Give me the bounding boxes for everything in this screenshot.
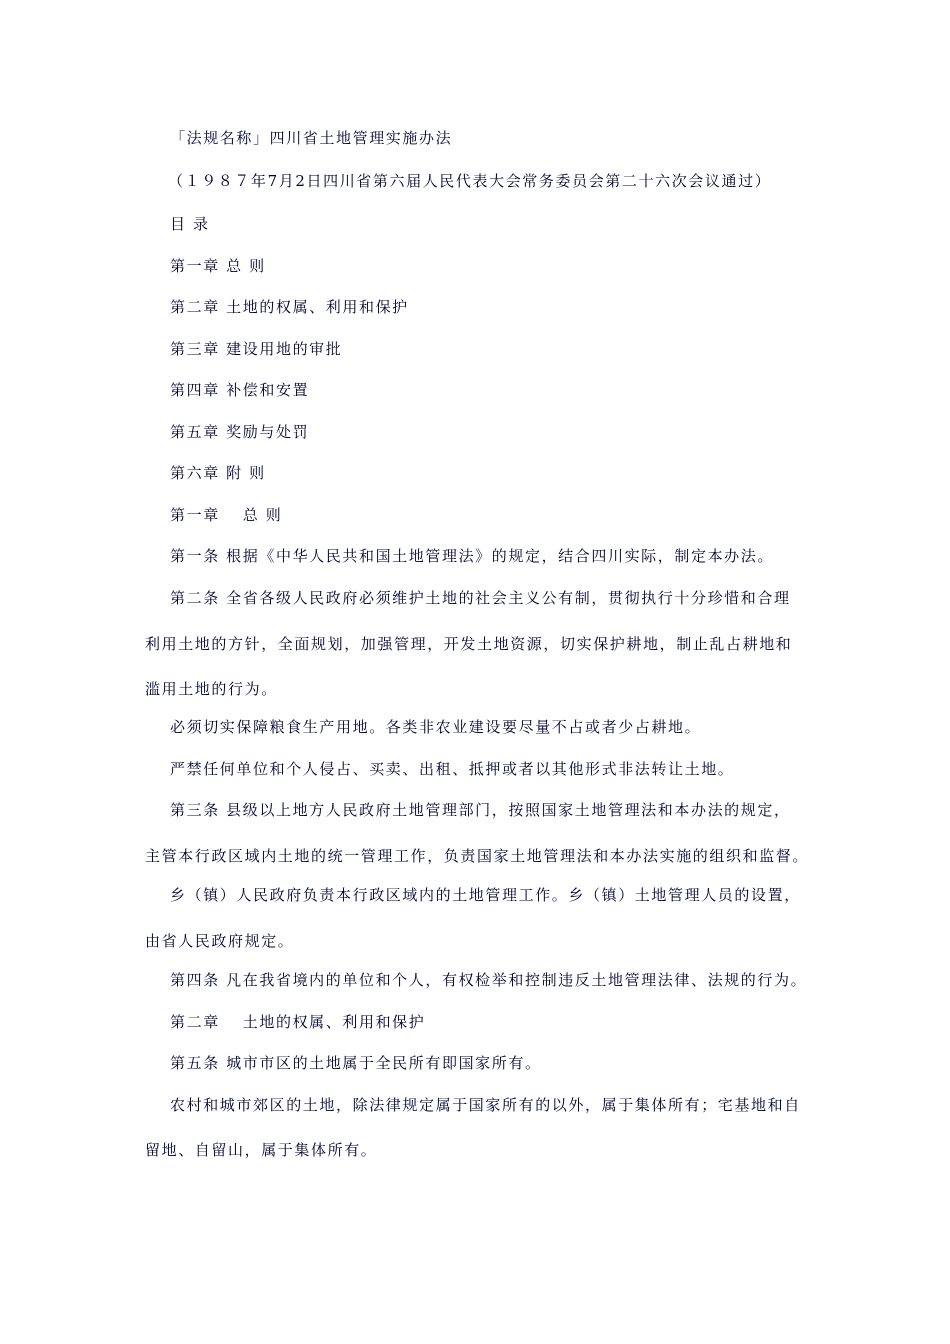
article-text: 第四条 凡在我省境内的单位和个人，有权检举和控制违反土地管理法律、法规的行为。 <box>170 971 808 989</box>
chapter-heading: 第二章 土地的权属、利用和保护 <box>170 1013 426 1031</box>
toc-item: 第三章 建设用地的审批 <box>170 340 343 358</box>
toc-item: 第六章 附 则 <box>170 464 266 482</box>
adoption-note: （１９８７年7月2日四川省第六届人民代表大会常务委员会第二十六次会议通过） <box>168 172 772 190</box>
article-text: 农村和城市郊区的土地，除法律规定属于国家所有的以外，属于集体所有；宅基地和自 <box>170 1096 801 1114</box>
article-text: 第一条 根据《中华人民共和国土地管理法》的规定，结合四川实际，制定本办法。 <box>170 547 774 565</box>
article-text: 第三条 县级以上地方人民政府土地管理部门，按照国家土地管理法和本办法的规定， <box>170 801 791 819</box>
article-text: 由省人民政府规定。 <box>145 932 295 950</box>
article-text: 留地、自留山，属于集体所有。 <box>145 1141 378 1159</box>
article-text: 乡（镇）人民政府负责本行政区域内的土地管理工作。乡（镇）土地管理人员的设置， <box>170 886 801 904</box>
article-text: 主管本行政区域内土地的统一管理工作，负责国家土地管理法和本办法实施的组织和监督。 <box>145 847 810 865</box>
article-text: 滥用土地的行为。 <box>145 680 278 698</box>
toc-item: 第一章 总 则 <box>170 257 266 275</box>
article-text: 第五条 城市市区的土地属于全民所有即国家所有。 <box>170 1054 542 1072</box>
article-text: 第二条 全省各级人民政府必须维护土地的社会主义公有制，贯彻执行十分珍惜和合理 <box>170 589 791 607</box>
chapter-heading: 第一章 总 则 <box>170 506 283 524</box>
article-text: 严禁任何单位和个人侵占、买卖、出租、抵押或者以其他形式非法转让土地。 <box>170 760 735 778</box>
regulation-title: 「法规名称」四川省土地管理实施办法 <box>170 129 453 147</box>
toc-item: 第四章 补偿和安置 <box>170 381 310 399</box>
article-text: 利用土地的方针，全面规划，加强管理，开发土地资源，切实保护耕地，制止乱占耕地和 <box>145 635 793 653</box>
toc-heading: 目 录 <box>170 215 210 233</box>
toc-item: 第五章 奖励与处罚 <box>170 423 310 441</box>
article-text: 必须切实保障粮食生产用地。各类非农业建设要尽量不占或者少占耕地。 <box>170 718 702 736</box>
toc-item: 第二章 土地的权属、利用和保护 <box>170 298 409 316</box>
